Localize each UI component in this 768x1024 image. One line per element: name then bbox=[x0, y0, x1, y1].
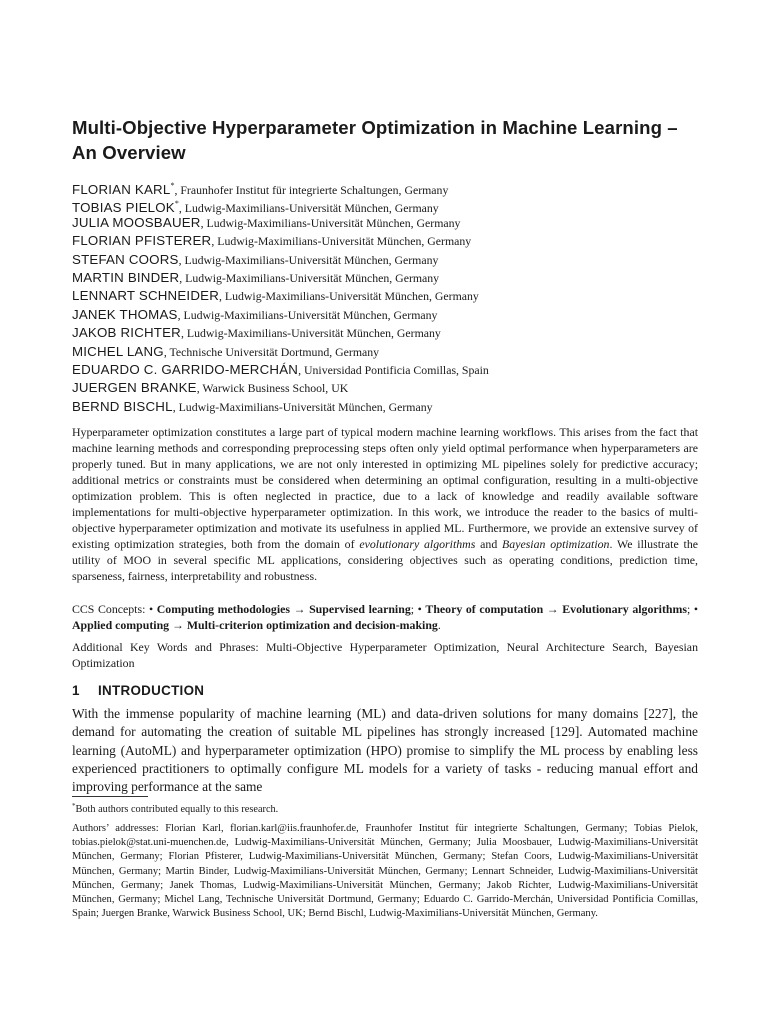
ccs-concept: Theory of computation → Evolutionary algorithms bbox=[425, 602, 687, 616]
author-entry: MARTIN BINDER, Ludwig-Maximilians-Universität München, Germany bbox=[72, 269, 440, 285]
author-affiliation: Technische Universität Dortmund, Germany bbox=[169, 344, 380, 359]
author-name: STEFAN COORS bbox=[72, 251, 179, 267]
abstract-emphasis: Bayesian optimization bbox=[502, 536, 610, 551]
abstract-text: and bbox=[475, 536, 503, 551]
author-name: JANEK THOMAS bbox=[72, 306, 178, 322]
author-mark: * bbox=[170, 181, 175, 190]
author-entry: JANEK THOMAS, Ludwig-Maximilians-Universität München, Germany bbox=[72, 306, 438, 322]
footnote-mark: * bbox=[72, 802, 76, 810]
authors-addresses: Authors’ addresses: Florian Karl, florian.karl@iis.fraunhofer.de, Fraunhofer Institut für integrierte Schaltungen, Germany; Tobias Pielok, tobias.pielok@stat.uni-muenchen.de, Ludwig-Maximilians-Universität München, Germany; Julia Moosbauer, Ludwig-Maximilians-Universität München, Germany; Florian Pfisterer, Ludwig-Maximilians-Universität München, Germany; Stefan Coors, Ludwig-Maximilians-Universität München, Germany; Martin Binder, Ludwig-Maximilians-Universität München, Germany; Lennart Schneider, Ludwig-Maximilians-Universität München, Germany; Janek Thomas, Ludwig-Maximilians-Universität München, Germany; Jakob Richter, Ludwig-Maximilians-Universität München, Germany; Michel Lang, Technische Universität Dortmund, Germany; Eduardo C. Garrido-Merchán, Universidad Pontificia Comillas, Spain; Juergen Branke, Warwick Business School, UK; Bernd Bischl, Ludwig-Maximilians-Universität München, Germany. bbox=[72, 823, 698, 920]
author-affiliation: Ludwig-Maximilians-Universität München, Germany bbox=[183, 307, 438, 322]
abstract-text: . We illustrate the utility of MOO in several specific ML applications, considering objectives such as operating conditions, prediction time, sparseness, fairness, interpretability and robustness. bbox=[72, 536, 698, 583]
author-affiliation: Ludwig-Maximilians-Universität München, Germany bbox=[184, 252, 439, 267]
author-name: JULIA MOOSBAUER bbox=[72, 214, 201, 230]
author-name: BERND BISCHL bbox=[72, 398, 173, 414]
author-affiliation: Ludwig-Maximilians-Universität München, Germany bbox=[224, 289, 479, 304]
section-number: 1 bbox=[72, 683, 80, 698]
footnote bbox=[72, 799, 698, 817]
author-name: FLORIAN KARL bbox=[72, 182, 171, 197]
author-affiliation: Ludwig-Maximilians-Universität München, Germany bbox=[178, 399, 433, 414]
author-entry: FLORIAN PFISTERER, Ludwig-Maximilians-Universität München, Germany bbox=[72, 233, 472, 249]
abstract bbox=[72, 425, 698, 585]
author-affiliation: Ludwig-Maximilians-Universität München, Germany bbox=[206, 215, 461, 230]
paper-title: Multi-Objective Hyperparameter Optimization in Machine Learning – An Overview bbox=[72, 117, 678, 163]
ccs-separator: ; • bbox=[410, 602, 426, 616]
ccs-label: CCS Concepts: • bbox=[72, 602, 157, 616]
author-entry: JUERGEN BRANKE, Warwick Business School, UK bbox=[72, 380, 349, 396]
ccs-concept: Computing methodologies → Supervised learning bbox=[156, 602, 411, 616]
author-entry: BERND BISCHL, Ludwig-Maximilians-Universität München, Germany bbox=[72, 398, 433, 414]
author-entry: FLORIAN KARL*, Fraunhofer Institut für integrierte Schaltungen, Germany bbox=[72, 181, 449, 197]
author-entry: TOBIAS PIELOK*, Ludwig-Maximilians-Universität München, Germany bbox=[72, 199, 439, 216]
abstract-text: Hyperparameter optimization constitutes a large part of typical modern machine learning workflows. This arises from the fact that machine learning methods and corresponding preprocessing steps often only yield optimal performance when hyperparameters are properly tuned. But in many applications, we are not only interested in optimizing ML pipelines solely for predictive accuracy; additional metrics or constraints must be considered when determining an optimal configuration, resulting in a multi-objective optimization problem. This is often neglected in practice, due to a lack of knowledge and readily available software implementations for multi-objective hyperparameter optimization. In this work, we introduce the reader to the basics of multi-objective hyperparameter optimization and motivate its usefulness in applied ML. Furthermore, we provide an extensive survey of existing optimization strategies, both from the domain of bbox=[72, 425, 698, 551]
author-name: MARTIN BINDER bbox=[72, 269, 180, 285]
ccs-concept: Applied computing → Multi-criterion optimization and decision-making bbox=[72, 618, 438, 632]
author-name: FLORIAN PFISTERER bbox=[72, 233, 212, 249]
ccs-end: . bbox=[437, 618, 441, 632]
author-name: JUERGEN BRANKE bbox=[72, 380, 197, 396]
footnote-rule bbox=[72, 796, 148, 797]
author-affiliation: Ludwig-Maximilians-Universität München, Germany bbox=[184, 201, 439, 216]
keywords: Additional Key Words and Phrases: Multi-Objective Hyperparameter Optimization, Neural Architecture Search, Bayesian Optimization bbox=[72, 640, 698, 670]
author-name: EDUARDO C. GARRIDO-MERCHÁN bbox=[72, 361, 299, 377]
author-mark: * bbox=[174, 199, 179, 209]
author-affiliation: Ludwig-Maximilians-Universität München, Germany bbox=[185, 270, 440, 285]
abstract-emphasis: evolutionary algorithms bbox=[359, 536, 476, 551]
author-name: TOBIAS PIELOK bbox=[72, 200, 175, 216]
introduction-text: With the immense popularity of machine learning (ML) and data-driven solutions for many domains [227], the demand for automating the creation of suitable ML pipelines has strongly increased [129]. Automated machine learning (AutoML) and hyperparameter optimization (HPO) promise to simplify the ML process by enabling less experienced practitioners to optimally configure ML models for a variety of tasks - reducing manual effort and improving performance at the same bbox=[72, 706, 698, 795]
footnote-text: Both authors contributed equally to this research. bbox=[75, 804, 279, 815]
author-entry: LENNART SCHNEIDER, Ludwig-Maximilians-Universität München, Germany bbox=[72, 288, 479, 304]
author-list bbox=[72, 177, 698, 416]
section-title: INTRODUCTION bbox=[98, 683, 205, 698]
author-entry: EDUARDO C. GARRIDO-MERCHÁN, Universidad Pontificia Comillas, Spain bbox=[72, 361, 489, 377]
section-heading bbox=[72, 682, 698, 700]
ccs-concepts bbox=[72, 601, 698, 633]
author-entry: MICHEL LANG, Technische Universität Dortmund, Germany bbox=[72, 343, 380, 359]
author-name: LENNART SCHNEIDER bbox=[72, 288, 219, 304]
author-name: JAKOB RICHTER bbox=[72, 325, 181, 341]
author-entry: JULIA MOOSBAUER, Ludwig-Maximilians-Universität München, Germany bbox=[72, 214, 461, 230]
author-affiliation: Ludwig-Maximilians-Universität München, Germany bbox=[186, 326, 441, 341]
author-entry: STEFAN COORS, Ludwig-Maximilians-Universität München, Germany bbox=[72, 251, 439, 267]
ccs-separator: ; • bbox=[686, 602, 699, 616]
author-affiliation: Fraunhofer Institut für integrierte Schaltungen, Germany bbox=[180, 183, 449, 197]
author-affiliation: Ludwig-Maximilians-Universität München, Germany bbox=[217, 234, 472, 249]
author-name: MICHEL LANG bbox=[72, 343, 164, 359]
author-affiliation: Universidad Pontificia Comillas, Spain bbox=[304, 362, 489, 377]
author-entry: JAKOB RICHTER, Ludwig-Maximilians-Universität München, Germany bbox=[72, 325, 441, 341]
author-affiliation: Warwick Business School, UK bbox=[202, 381, 349, 396]
